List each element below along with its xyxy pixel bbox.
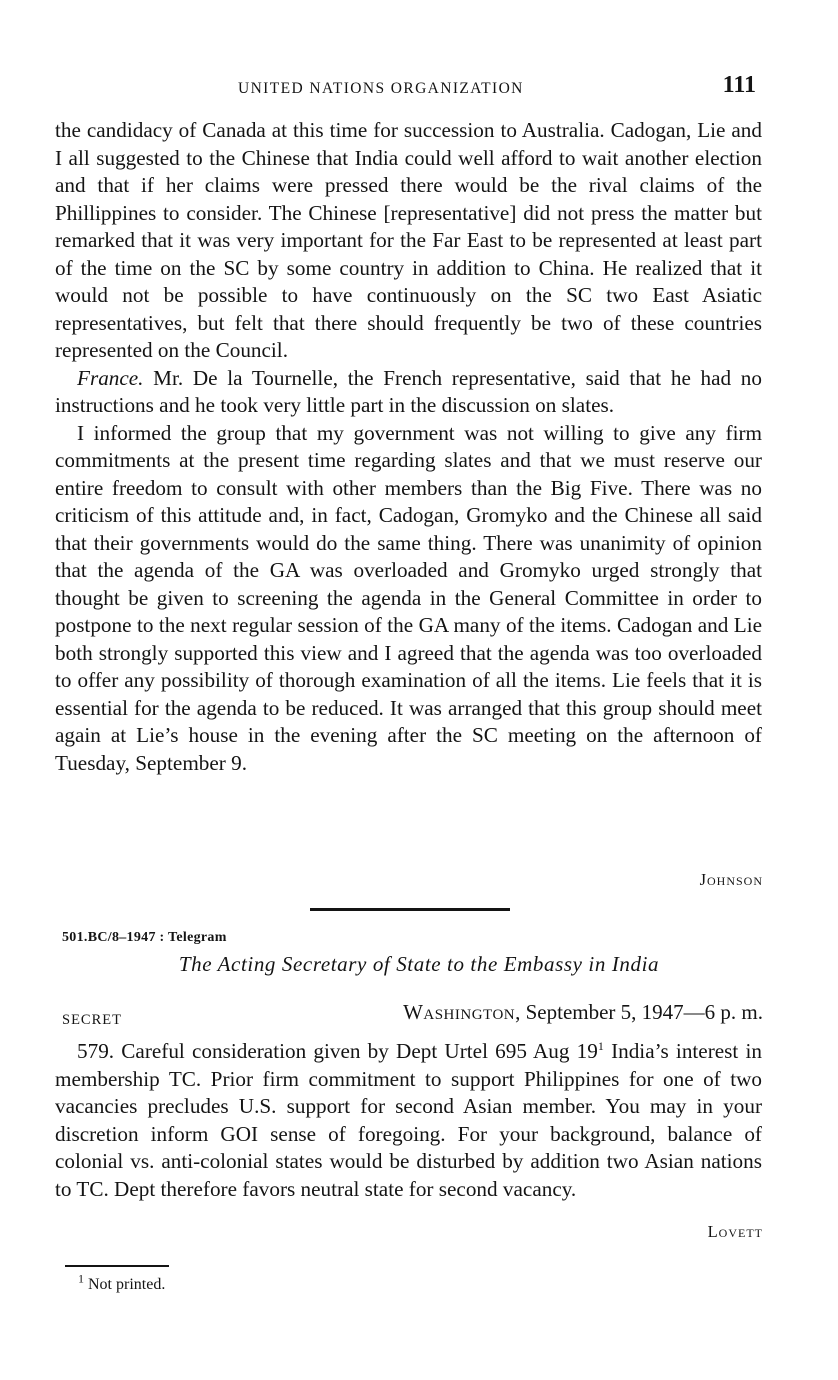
document-title: The Acting Secretary of State to the Embassy in India [178, 952, 660, 976]
footnote-marker: 1 [78, 1271, 84, 1286]
paragraph-telegram-rest: India’s interest in membership TC. Prior firm commitment to support Philippines for one of two vacancies precludes U.S. support for second Asian member. You may in your discretion inform GOI sense of foregoing. For your background, balance of colonial vs. anti-colonial states would be disturbed by addition two Asian nations to TC. Dept therefore favors neutral state for second vacancy. [55, 1039, 762, 1201]
signature-johnson: Johnson [699, 870, 763, 889]
page-number: 111 [722, 72, 756, 98]
running-title: UNITED NATIONS ORGANIZATION [238, 80, 524, 97]
footnote-reference: 1 [597, 1038, 604, 1053]
running-head [60, 72, 760, 100]
body-section-johnson [55, 117, 762, 777]
country-label: France. [77, 365, 144, 390]
footnote [78, 1271, 166, 1294]
body-section-lovett [55, 1038, 762, 1203]
file-reference: 501.BC/8–1947 : Telegram [62, 930, 227, 945]
paragraph-france-text: Mr. De la Tournelle, the French representative, said that he had no instructions and he took very little part in the discussion on slates. [55, 365, 762, 417]
dateline-place: Washington [403, 1000, 516, 1024]
paragraph-telegram-start: 579. Careful consideration given by Dept Urtel 695 Aug 19 [77, 1039, 598, 1063]
paragraph-continued: the candidacy of Canada at this time for succession to Australia. Cadogan, Lie and I all suggested to the Chinese that India could well afford to wait another election and that if her claims were pressed there would be the rival claims of the Phillippines to consider. The Chinese [representative] did not press the matter but remarked that it was very important for the Far East to be represented at least part of the time on the SC by some country in addition to China. He realized that it would not be possible to have continuously on the SC two East Asiatic representatives, but felt that there should frequently be two of these countries represented on the Council. [55, 118, 762, 362]
dateline-date: , September 5, 1947—6 p. m. [515, 1000, 763, 1024]
section-divider [310, 908, 510, 911]
paragraph-telegram [55, 1038, 762, 1203]
paragraph-informed: I informed the group that my government was not willing to give any firm commitments at the present time regarding slates and that we must reserve our entire freedom to consult with other members than the Big Five. There was no criticism of this attitude and, in fact, Cadogan, Gromyko and the Chinese all said that their governments would do the same thing. There was unanimity of opinion that the agenda of the GA was overloaded and Gromyko urged strongly that thought be given to screening the agenda in the General Committee in order to postpone to the next regular session of the GA many of the items. Cadogan and Lie both strongly supported this view and I agreed that the agenda was too overloaded to offer any possibility of thorough examination of all the items. Lie feels that it is essential for the agenda to be reduced. It was arranged that this group should meet again at Lie’s house in the evening after the SC meeting on the afternoon of Tuesday, September 9. [55, 420, 762, 775]
dateline [403, 1000, 763, 1025]
footnote-rule [65, 1265, 169, 1267]
signature-lovett: Lovett [707, 1222, 763, 1241]
footnote-text: Not printed. [88, 1276, 166, 1293]
paragraph-france [55, 365, 762, 420]
classification-label: SECRET [62, 1012, 122, 1028]
